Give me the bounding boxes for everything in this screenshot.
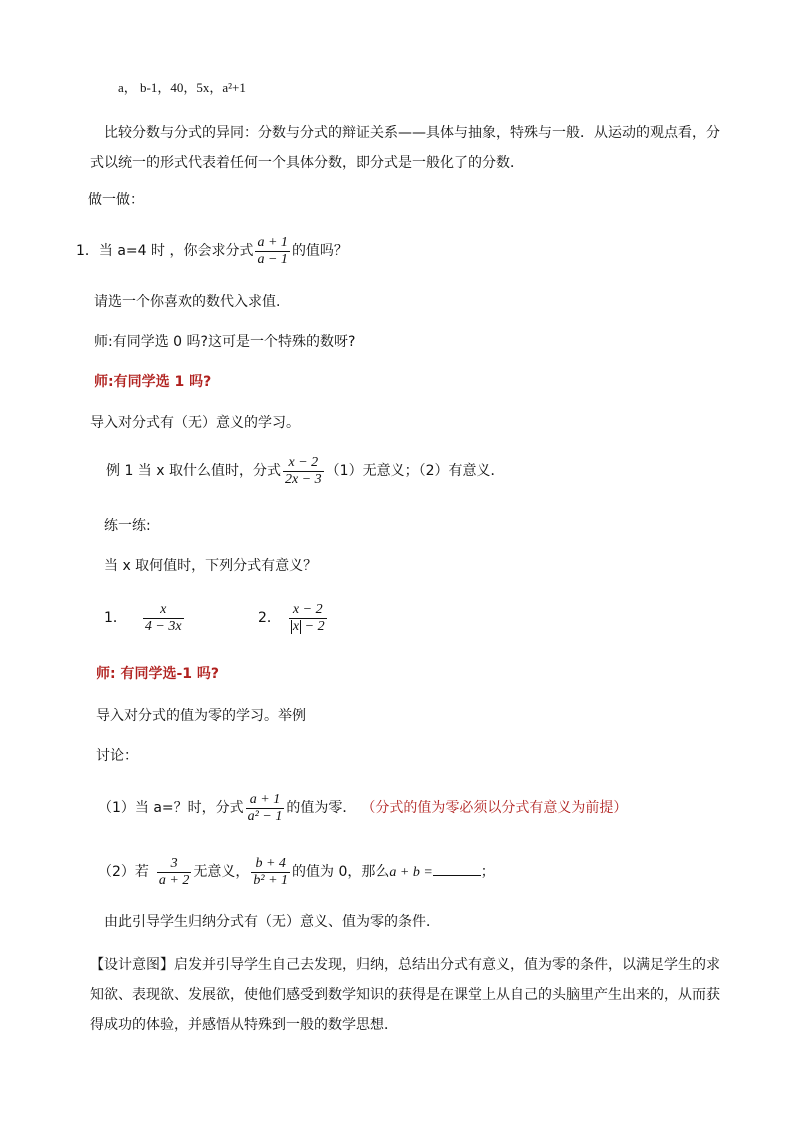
- question-1: [76, 232, 348, 270]
- d1-prefix: （1）当 a=？时，分式: [98, 800, 244, 816]
- practice-item-2-den-rest: − 2: [304, 618, 325, 634]
- d1-note: （分式的值为零必须以分式有意义为前提）: [368, 800, 628, 816]
- choose-number: 请选一个你喜欢的数代入求值.: [94, 294, 281, 310]
- practice-item-2-index: 2．: [258, 610, 281, 626]
- d2-fraction-1: [157, 856, 191, 889]
- compare-paragraph: [90, 118, 720, 178]
- d2-end: ；: [480, 864, 495, 880]
- d2-expression: a + b =: [389, 865, 433, 880]
- q1-fraction: [255, 235, 289, 268]
- practice-label: 练一练:: [104, 518, 151, 534]
- do-it-label: 做一做：: [88, 192, 144, 208]
- practice-item-2-den: [289, 618, 327, 635]
- example-frac-num: x − 2: [288, 454, 319, 470]
- d1-fraction: [246, 792, 285, 825]
- d2-frac2-num: b + 4: [255, 855, 286, 871]
- example-prefix: 例 1 当 x 取什么值时，分式: [106, 463, 281, 479]
- discuss-label: 讨论：: [96, 748, 138, 764]
- discussion-2: [98, 852, 495, 893]
- practice-item-2-abs: x: [292, 618, 300, 634]
- d1-suffix: 的值为零．: [286, 800, 357, 816]
- compare-text: 比较分数与分式的异同：分数与分式的辩证关系——具体与抽象，特殊与一般．从运动的观点看，分式以统一的形式代表着任何一个具体分数，即分式是一般化了的分数．: [90, 125, 720, 171]
- practice-item-1-fraction: [143, 602, 184, 635]
- example-1: [106, 452, 505, 490]
- teacher-minus-one: 师: 有同学选-1 吗?: [96, 666, 220, 682]
- q1-frac-num: a + 1: [257, 234, 288, 250]
- top-line: a， b-1，40，5x，a²+1: [118, 80, 246, 95]
- example-frac-den: 2x − 3: [285, 471, 322, 487]
- practice-item-1-den: 4 − 3x: [144, 618, 182, 634]
- d2-frac2-den: b² + 1: [253, 872, 289, 888]
- practice-item-1: [104, 598, 186, 638]
- q1-frac-den: a − 1: [257, 251, 288, 267]
- teacher-one: 师:有同学选 1 吗?: [94, 374, 212, 390]
- d1-frac-den: a² − 1: [247, 808, 283, 824]
- example-fraction: [283, 455, 324, 488]
- d2-frac1-den: a + 2: [158, 872, 190, 888]
- practice-item-1-num: x: [160, 601, 167, 617]
- discussion-1: [98, 788, 627, 828]
- practice-item-2-num: x − 2: [292, 601, 323, 617]
- practice-question: 当 x 取何值时，下列分式有意义？: [104, 558, 318, 574]
- d2-mid2: 的值为 0，那么: [292, 864, 390, 880]
- q1-suffix: 的值吗？: [291, 243, 348, 259]
- practice-item-2-fraction: [289, 602, 327, 635]
- q1-prefix: 1．当 a=4 时 ，你会求分式: [76, 243, 254, 259]
- d2-answer-blank: [433, 861, 481, 876]
- design-intent: [90, 950, 720, 1040]
- summary: 由此引导学生归纳分式有（无）意义、值为零的条件．: [104, 914, 440, 930]
- d2-prefix: （2）若: [98, 864, 149, 880]
- intro-zero: 导入对分式的值为零的学习。举例: [96, 708, 306, 724]
- practice-item-1-index: 1．: [104, 610, 127, 626]
- d2-mid: 无意义，: [193, 864, 250, 880]
- d2-fraction-2: [251, 856, 290, 889]
- example-suffix: （1）无意义；（2）有意义．: [325, 463, 505, 479]
- d2-frac1-num: 3: [170, 855, 178, 871]
- practice-item-2: [258, 598, 329, 638]
- intro-meaning: 导入对分式有（无）意义的学习。: [90, 415, 300, 431]
- teacher-zero: 师:有同学选 0 吗?这可是一个特殊的数呀?: [94, 334, 356, 350]
- design-intent-text: 【设计意图】启发并引导学生自己去发现，归纳，总结出分式有意义，值为零的条件，以满足学生的求知欲、表现欲、发展欲，使他们感受到数学知识的获得是在课堂上从自己的头脑里产生出来的，从而获得成功的体验，并感悟从特殊到一般的数学思想．: [90, 957, 720, 1033]
- d1-frac-num: a + 1: [249, 791, 281, 807]
